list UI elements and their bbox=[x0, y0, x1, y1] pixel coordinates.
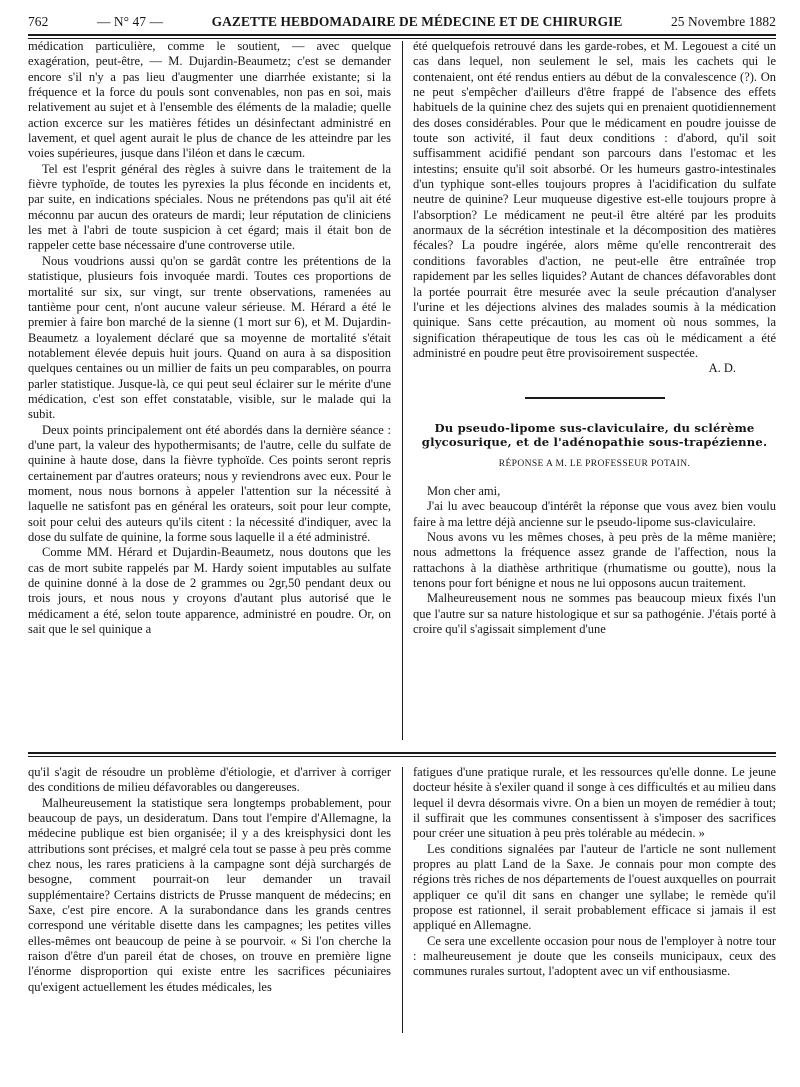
salutation: Mon cher ami, bbox=[427, 483, 501, 498]
newspaper-page bbox=[28, 10, 776, 1080]
article-subtitle: RÉPONSE A M. LE PROFESSEUR POTAIN. bbox=[498, 458, 691, 469]
paragraph: Nous avons vu les mêmes choses, à peu près de la même manière; nous admettons la fréquence assez grande de l'affection, nous la rattachons à la diathèse arthritique (rhumatisme ou goutte), nous la tenons pour fort bénigne et nous ne lui opposons aucun traitement. bbox=[413, 529, 776, 590]
paragraph: Ce sera une excellente occasion pour nous de l'employer à notre tour : malheureusement je doute que les conseils municipaux, ceux des communes rurales surtout, l'adoptent avec un vif enthousiasme. bbox=[413, 933, 776, 979]
bottom-right-column bbox=[413, 765, 776, 1035]
header-rule bbox=[28, 34, 776, 36]
section-rule bbox=[28, 752, 776, 754]
paragraph: fatigues d'une pratique rurale, et les ressources qu'elle donne. Le jeune docteur hésite à s'exiler quand il songe à ces difficultés et au milieu dans lequel il devra désormais vivre. On a bien un moyen de remédier à tout; il suffirait que les communes consentissent à s'imposer des sacrifices pour créer une situation à peu près tolérable au médecin. » bbox=[413, 765, 776, 841]
paragraph: été quelquefois retrouvé dans les garde-robes, et M. Legouest a cité un cas dans lequel, non seulement le sel, mais les cachets qui le contenaient, ont été rendus entiers au début de la convalescence (?). On ne peut s'empêcher d'ailleurs d'être frappé de l'absence des effets habituels de la quinine chez des sujets qui en prenaient quotidiennement des doses considérables. Pour que le médicament en poudre jouisse de toute son activité, il faut deux conditions : d'abord, qu'il soit suffisamment acidifié pendant son parcours dans l'estomac et les intestins; ensuite qu'il soit absorbé. Or les humeurs gastro-intestinales d'un typhique sont-elles toujours propres à l'acidification du sulfate neutre de quinine? Leur muqueuse digestive est-elle toujours propre à l'absorption? Le médicament ne peut-il être altéré par les produits anormaux de la sécrétion intestinale et la décomposition des matières fécales? La poudre ingérée, alors même qu'elle rencontrerait des conditions favorables d'action, ne peut-elle être entraînée trop rapidement par les selles liquides? Autant de chances défavorables dont la portée pourrait être mesurée avec la seule précaution d'analyser l'urine et les déjections alvines des malades soumis à la médication quinique. Sans cette précaution, au moment où nous sommes, la signification thérapeutique de tous les cas où le médicament a été administré en poudre peut être provisoirement suspectée. bbox=[413, 39, 776, 360]
article-title: Du pseudo-lipome sus-claviculaire, du sclérème glycosurique, et de l'adénopathie sous-trapézienne. bbox=[421, 420, 768, 449]
paragraph: médication particulière, comme le soutient, — avec quelque exagération, peut-être, — M. Dujardin-Beaumetz; c'est se demander encore s'il n'y a pas lieu d'augmenter une diarrhée existante; si la fréquence et la force du pouls sont convenables, non pas en soi, mais relativement au sujet et à l'ensemble des éléments de la maladie; quelle action excerce sur les matières fétides un désinfectant administré en lavement, et quel agent aurait le plus de chance de les atteindre par les voies supérieures, jusque dans l'iléon et dans le cæcum. bbox=[28, 39, 391, 161]
upper-section bbox=[28, 39, 776, 742]
paragraph: Comme MM. Hérard et Dujardin-Beaumetz, nous doutons que les cas de mort subite rappelés par M. Hardy soient imputables au sulfate de quinine donné à la dose de 2 grammes ou 2gr,50 pendant deux ou trois jours, et nous nous y croyons d'autant plus autorisé que le médicament a été, selon toute apparence, administré en poudre. Or, on sait que le sel quinique a bbox=[28, 545, 391, 637]
page-header bbox=[28, 10, 776, 34]
paragraph: Malheureusement nous ne sommes pas beaucoup mieux fixés l'un que l'autre sur sa nature histologique et sur sa pathogénie. J'étais porté à croire qu'il s'agissait simplement d'une bbox=[413, 591, 776, 636]
column-divider bbox=[402, 41, 403, 740]
paragraph: Nous voudrions aussi qu'on se gardât contre les prétentions de la statistique, plusieurs fois invoquée mardi. Toutes ces proportions de mortalité sur six, sur vingt, sur trente observations, ramenées au tantième pour cent, n'ont aucune valeur sérieuse. M. Hérard a été le premier à faire bon marché de la sienne (1 mort sur 6), et M. Dujardin-Beaumetz a loyalement déclaré que sa moyenne de mortalité s'était notablement élevée depuis huit jours. Quand on aura à sa disposition quelques centaines ou un millier de faits un peu comparables, on pourra parler statistique. Jusque-là, ce qui peut seul éclairer sur le mérite d'une médication, c'est son effet constatable, visible, sur le malade qui la subit. bbox=[28, 253, 391, 422]
right-column bbox=[413, 39, 776, 742]
signature: A. D. bbox=[708, 361, 736, 376]
column-divider bbox=[402, 767, 403, 1033]
publication-title: GAZETTE HEBDOMADAIRE DE MÉDECINE ET DE CHIRURGIE bbox=[211, 14, 623, 29]
paragraph: Tel est l'esprit général des règles à suivre dans le traitement de la fièvre typhoïde, de toutes les pyrexies la plus féconde en incidents et, par suite, en indications spéciales. Nous ne prétendons pas qu'il ait été méconnu par aucun des orateurs de mardi; leur réputation de cliniciens les met à l'abri de toute suspicion à cet égard; mais il était bon de rappeler cette base nécessaire d'une controverse utile. bbox=[28, 161, 391, 253]
left-column bbox=[28, 39, 391, 742]
paragraph: J'ai lu avec beaucoup d'intérêt la réponse que vous avez bien voulu faire à ma lettre déjà ancienne sur le pseudo-lipome sus-claviculaire. bbox=[413, 499, 776, 529]
section-separator bbox=[525, 397, 665, 399]
issue-date: 25 Novembre 1882 bbox=[670, 14, 776, 29]
paragraph: Deux points principalement ont été abordés dans la dernière séance : d'une part, la valeur des hypothermisants; de l'autre, celle du sulfate de quinine à haute dose, dans la fièvre typhoïde. Ces points seront repris certainement par d'autres orateurs; nous y reviendrons avec eux. Pour le moment, nous nous bornons à appeler l'attention sur la nécessité à laquelle ne satisfont pas en général les orateurs, soit pour leur compte, soit pour celui des auteurs qu'ils citent : la nécessité d'indiquer, avec la dose du sulfate de quinine, la forme sous laquelle il a été administré. bbox=[28, 422, 391, 544]
paragraph: Les conditions signalées par l'auteur de l'article ne sont nullement propres au platt Land de la Saxe. Je connais pour mon compte des régions très riches de nos départements de l'ouest auxquelles on pourrait appliquer ce qu'il dit sans en changer une syllabe; le remède qu'il propose est rationnel, il serait probablement efficace si jamais il est appliqué en Allemagne. bbox=[413, 841, 776, 933]
bottom-left-column bbox=[28, 765, 391, 1035]
lower-section bbox=[28, 765, 776, 1035]
section-rule-thin bbox=[28, 756, 776, 757]
issue-number: — N° 47 — bbox=[96, 14, 164, 29]
paragraph: qu'il s'agit de résoudre un problème d'étiologie, et d'arriver à corriger des conditions de milieu défavorables ou dangereuses. bbox=[28, 765, 391, 795]
paragraph: Malheureusement la statistique sera longtemps probablement, pour beaucoup de pays, un desideratum. Dans tout l'empire d'Allemagne, la médecine publique est bien organisée; il y a des kreisphysici dont les attributions sont précises, et malgré cela tout se passe à peu près comme chez nous, les rares praticiens à la campagne sont déjà surchargés de besogne, comment pourrait-on leur demander un travail supplémentaire? Certains districts de Prusse manquent de médecins; en Saxe, c'est pire encore. A la surabondance dans les grands centres correspond une véritable disette dans les campagnes; les petites villes elles-mêmes ont beaucoup de peine à se pourvoir. « Si l'on cherche la raison d'être d'un pareil état de choses, on trouve en première ligne l'énorme disproportion qui existe entre les sacrifices pécuniaires qu'exigent actuellement les études médicales, les bbox=[28, 795, 391, 994]
page-number: 762 bbox=[28, 14, 49, 29]
